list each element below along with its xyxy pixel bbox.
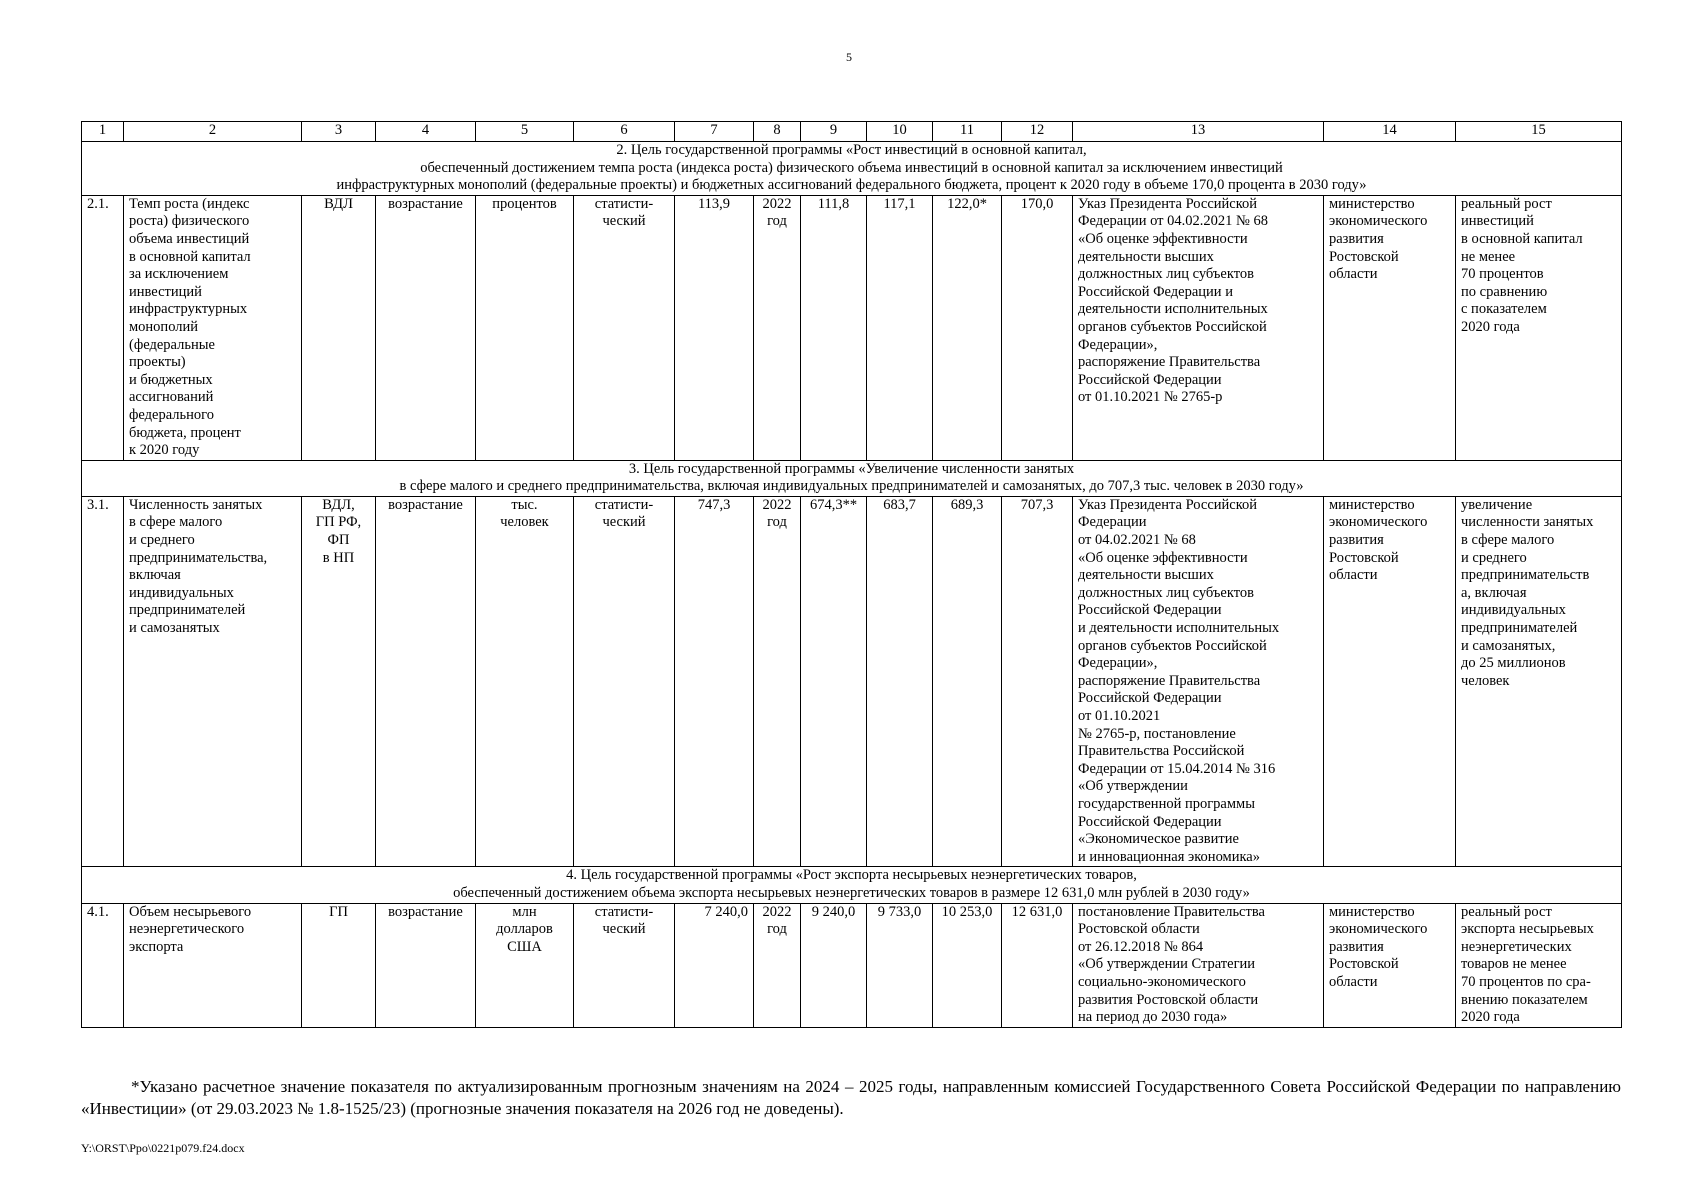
indicator-trend: возрастание <box>376 496 476 866</box>
indicator-level: ВДЛ <box>302 195 376 460</box>
indicator-unit: тыс. человек <box>476 496 574 866</box>
column-header: 9 <box>801 122 867 142</box>
value-col-11: 10 253,0 <box>933 903 1002 1027</box>
value-col-9: 674,3** <box>801 496 867 866</box>
responsible-body: министерство экономического развития Ростовской области <box>1324 496 1456 866</box>
indicator-type: статисти- ческий <box>574 903 675 1027</box>
row-number: 4.1. <box>82 903 124 1027</box>
value-col-10: 683,7 <box>867 496 933 866</box>
goal-row <box>82 142 1622 196</box>
source-document: постановление Правительства Ростовской области от 26.12.2018 № 864 «Об утверждении Стратегии социально-экономического развития Ростовской области на период до 2030 года» <box>1073 903 1324 1027</box>
column-header: 3 <box>302 122 376 142</box>
indicator-trend: возрастание <box>376 195 476 460</box>
indicator-name: Объем несырьевого неэнергетического экспорта <box>124 903 302 1027</box>
column-header: 2 <box>124 122 302 142</box>
base-year: 2022 год <box>754 195 801 460</box>
table-row <box>82 496 1622 866</box>
value-col-9: 9 240,0 <box>801 903 867 1027</box>
value-col-12: 707,3 <box>1002 496 1073 866</box>
goal-row <box>82 867 1622 903</box>
column-header: 12 <box>1002 122 1073 142</box>
column-header: 11 <box>933 122 1002 142</box>
row-number: 2.1. <box>82 195 124 460</box>
indicator-unit: млн долларов США <box>476 903 574 1027</box>
indicator-trend: возрастание <box>376 903 476 1027</box>
indicator-name: Темп роста (индекс роста) физического объема инвестиций в основной капитал за исключением инвестиций инфраструктурных монополий (федеральные проекты) и бюджетных ассигнований федерального бюджета, процент к 2020 году <box>124 195 302 460</box>
value-col-11: 689,3 <box>933 496 1002 866</box>
value-col-12: 170,0 <box>1002 195 1073 460</box>
table-row <box>82 903 1622 1027</box>
base-year: 2022 год <box>754 903 801 1027</box>
indicator-name: Численность занятых в сфере малого и среднего предпринимательства, включая индивидуальных предпринимателей и самозанятых <box>124 496 302 866</box>
base-value: 113,9 <box>675 195 754 460</box>
column-header: 15 <box>1456 122 1622 142</box>
value-col-9: 111,8 <box>801 195 867 460</box>
national-goal-link: реальный рост экспорта несырьевых неэнергетических товаров не менее 70 процентов по сра- внению показателем 2020 года <box>1456 903 1622 1027</box>
value-col-12: 12 631,0 <box>1002 903 1073 1027</box>
indicator-level: ВДЛ, ГП РФ, ФП в НП <box>302 496 376 866</box>
file-path: Y:\ORST\Ppo\0221p079.f24.docx <box>81 1141 245 1155</box>
base-value: 747,3 <box>675 496 754 866</box>
national-goal-link: реальный рост инвестиций в основной капитал не менее 70 процентов по сравнению с показателем 2020 года <box>1456 195 1622 460</box>
value-col-11: 122,0* <box>933 195 1002 460</box>
base-value: 7 240,0 <box>675 903 754 1027</box>
value-col-10: 117,1 <box>867 195 933 460</box>
national-goal-link: увеличение численности занятых в сфере малого и среднего предпринимательств а, включая индивидуальных предпринимателей и самозанятых, до 25 миллионов человек <box>1456 496 1622 866</box>
source-document: Указ Президента Российской Федерации от 04.02.2021 № 68 «Об оценке эффективности деятельности высших должностных лиц субъектов Российской Федерации и деятельности исполнительных органов субъектов Российской Федерации», распоряжение Правительства Российской Федерации от 01.10.2021 № 2765-р <box>1073 195 1324 460</box>
column-header: 13 <box>1073 122 1324 142</box>
column-header: 14 <box>1324 122 1456 142</box>
source-document: Указ Президента Российской Федерации от 04.02.2021 № 68 «Об оценке эффективности деятельности высших должностных лиц субъектов Российской Федерации и деятельности исполнительных органов субъектов Российской Федерации», распоряжение Правительства Российской Федерации от 01.10.2021 № 2765-р, постановление Правительства Российской Федерации от 15.04.2014 № 316 «Об утверждении государственной программы Российской Федерации «Экономическое развитие и инновационная экономика» <box>1073 496 1324 866</box>
column-header: 8 <box>754 122 801 142</box>
table-row <box>82 195 1622 460</box>
responsible-body: министерство экономического развития Ростовской области <box>1324 195 1456 460</box>
goal-title: 4. Цель государственной программы «Рост экспорта несырьевых неэнергетических товаров, обеспеченный достижением объема экспорта несырьевых неэнергетических товаров в размере 12 631,0 млн рублей в 2030 году» <box>82 867 1622 903</box>
goal-row <box>82 460 1622 496</box>
column-header: 7 <box>675 122 754 142</box>
goal-title: 2. Цель государственной программы «Рост инвестиций в основной капитал, обеспеченный достижением темпа роста (индекса роста) физического объема инвестиций в основной капитал за исключением инвестиций инфраструктурных монополий (федеральные проекты) и бюджетных ассигнований федерального бюджета, процент к 2020 году в объеме 170,0 процента в 2030 году» <box>82 142 1622 196</box>
value-col-10: 9 733,0 <box>867 903 933 1027</box>
indicators-table <box>81 121 1622 1028</box>
column-header: 5 <box>476 122 574 142</box>
indicator-unit: процентов <box>476 195 574 460</box>
responsible-body: министерство экономического развития Ростовской области <box>1324 903 1456 1027</box>
column-header: 1 <box>82 122 124 142</box>
indicator-level: ГП <box>302 903 376 1027</box>
goal-title: 3. Цель государственной программы «Увеличение численности занятых в сфере малого и среднего предпринимательства, включая индивидуальных предпринимателей и самозанятых, до 707,3 тыс. человек в 2030 году» <box>82 460 1622 496</box>
base-year: 2022 год <box>754 496 801 866</box>
column-header: 4 <box>376 122 476 142</box>
row-number: 3.1. <box>82 496 124 866</box>
indicator-type: статисти- ческий <box>574 195 675 460</box>
column-header: 6 <box>574 122 675 142</box>
column-header: 10 <box>867 122 933 142</box>
column-number-row <box>82 122 1622 142</box>
indicator-type: статисти- ческий <box>574 496 675 866</box>
page-number: 5 <box>846 50 852 64</box>
footnote: *Указано расчетное значение показателя по актуализированным прогнозным значениям на 2024 – 2025 годы, направленным комиссией Государственного Совета Российской Федерации по направлению «Инвестиции» (от 29.03.2023 № 1.8-1525/23) (прогнозные значения показателя на 2026 год не доведены). <box>81 1077 1621 1118</box>
